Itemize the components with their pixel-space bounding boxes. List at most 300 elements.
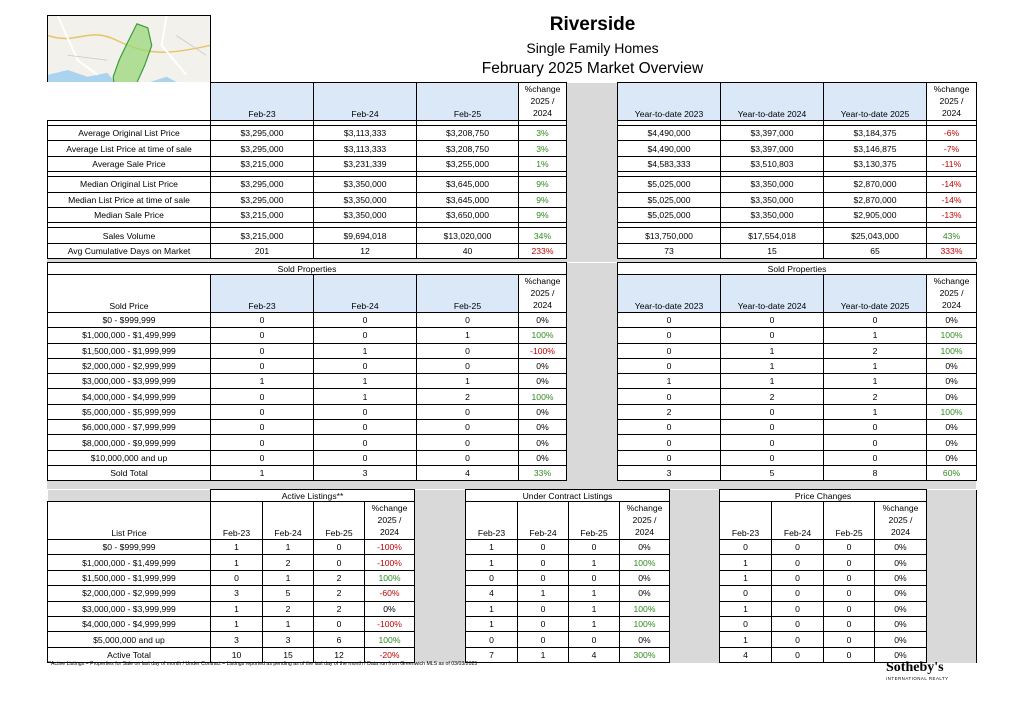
month-pct-change: 100% [519,328,567,343]
month-pct-change: 0% [519,420,567,435]
active-count: 1 [211,555,263,570]
column-gap [670,647,720,662]
column-gap [415,555,466,570]
active-count: 3 [211,586,263,601]
month-value: $3,295,000 [211,177,314,192]
sold-properties-table [47,262,977,481]
listings-row [48,570,977,585]
month-count: 0 [314,420,417,435]
summary-table [47,82,977,259]
month-count: 0 [314,358,417,373]
month-pct-change: 0% [519,374,567,389]
column-gap [670,586,720,601]
pct-header-line: 2025 / [939,96,964,106]
month-count: 1 [417,374,519,389]
ytd-count: 0 [618,389,721,404]
ytd-pct-change: -13% [927,207,977,222]
changes-count: 0 [824,570,875,585]
month-count: 0 [417,450,519,465]
column-gap [567,275,618,313]
ytd-value: $3,397,000 [721,126,824,141]
changes-count: 0 [824,555,875,570]
contract-count: 0 [518,601,569,616]
summary-row [48,243,977,258]
ytd-pct-change: 333% [927,243,977,258]
contract-count: 0 [569,540,620,555]
month-value: $13,020,000 [417,228,519,243]
active-count: 2 [263,601,314,616]
month-count: 0 [211,435,314,450]
column-gap [670,632,720,647]
listings-row [48,586,977,601]
ytd-count: 1 [824,404,927,419]
ytd-col-header: Year-to-date 2024 [721,275,824,313]
changes-count: 0 [824,601,875,616]
contract-count: 1 [466,616,518,631]
price-range-label: $3,000,000 - $3,999,999 [48,374,211,389]
ytd-count: 1 [721,374,824,389]
pct-header-line: 2024 [532,108,553,118]
changes-count: 0 [824,540,875,555]
month-value: $3,113,333 [314,126,417,141]
column-gap [415,601,466,616]
pct-change-header [519,83,567,121]
column-gap [927,540,977,555]
changes-count: 0 [772,540,824,555]
summary-header-row [48,83,977,121]
ytd-pct-change: 0% [927,435,977,450]
column-gap [927,616,977,631]
changes-count: 0 [720,616,772,631]
sold-row [48,313,977,328]
ytd-pct-change: 0% [927,420,977,435]
active-count: 2 [314,601,365,616]
changes-count: 1 [720,632,772,647]
contract-count: 1 [569,601,620,616]
price-range-label: $6,000,000 - $7,999,999 [48,420,211,435]
contract-caption: Under Contract Listings [466,490,670,502]
column-gap [927,632,977,647]
changes-pct-change: 0% [875,616,927,631]
ytd-pct-change: 0% [927,374,977,389]
metric-label: Median List Price at time of sale [48,192,211,207]
sold-row [48,328,977,343]
column-gap [670,540,720,555]
month-count: 0 [314,313,417,328]
contract-count: 1 [466,555,518,570]
pct-header-line: 2024 [941,108,962,118]
ytd-value: 65 [824,243,927,258]
ytd-count: 0 [721,328,824,343]
active-count: 5 [263,586,314,601]
active-count: 0 [314,616,365,631]
summary-row [48,156,977,171]
month-count: 0 [211,328,314,343]
pct-header-line: 2024 [379,527,400,537]
ytd-count: 2 [618,404,721,419]
ytd-value: $3,130,375 [824,156,927,171]
month-value: $3,650,000 [417,207,519,222]
active-pct-change: 100% [365,570,415,585]
column-gap [567,465,618,480]
ytd-count: 0 [824,435,927,450]
ytd-value: $3,397,000 [721,141,824,156]
summary-row [48,141,977,156]
ytd-pct-change: 60% [927,465,977,480]
column-gap [567,343,618,358]
ytd-pct-change: 0% [927,313,977,328]
column-gap [927,601,977,616]
price-range-label: $2,000,000 - $2,999,999 [48,586,211,601]
column-gap [670,490,720,502]
ytd-pct-change: 0% [927,450,977,465]
column-gap [670,616,720,631]
active-count: 1 [211,616,263,631]
month-pct-change: 0% [519,404,567,419]
month-pct-change: 3% [519,141,567,156]
column-gap [415,586,466,601]
ytd-count: 0 [721,420,824,435]
price-range-label: $1,500,000 - $1,999,999 [48,570,211,585]
month-pct-change: 0% [519,358,567,373]
column-gap [567,358,618,373]
ytd-value: $3,510,803 [721,156,824,171]
ytd-count: 5 [721,465,824,480]
column-gap [927,570,977,585]
pct-header-line: 2025 / [530,288,555,298]
pct-change-header [927,275,977,313]
column-gap [415,616,466,631]
month-value: $3,295,000 [211,126,314,141]
sold-row [48,343,977,358]
active-count: 1 [263,616,314,631]
price-range-label: $10,000,000 and up [48,450,211,465]
contract-pct-change: 300% [620,647,670,662]
changes-pct-change: 0% [875,586,927,601]
metric-label: Median Original List Price [48,177,211,192]
ytd-value: 73 [618,243,721,258]
month-count: 0 [314,450,417,465]
ytd-count: 0 [721,404,824,419]
active-count: 1 [211,601,263,616]
price-range-label: Sold Total [48,465,211,480]
month-value: $3,208,750 [417,141,519,156]
price-range-label: $2,000,000 - $2,999,999 [48,358,211,373]
month-value: $3,295,000 [211,141,314,156]
month-count: 0 [417,313,519,328]
active-pct-change: -100% [365,616,415,631]
sold-total-row [48,465,977,480]
active-count: 12 [314,647,365,662]
month-col-header: Feb-25 [417,83,519,121]
ytd-count: 0 [618,313,721,328]
footnote: **Active Listings = Properties for Sale on last day of month / Under Contract = Listings reported as pending as of the last day of the month / Data run from Greenwich MLS as of 03/03/2025 [47,661,478,667]
ytd-value: $3,350,000 [721,192,824,207]
active-count: 0 [314,540,365,555]
contract-pct-change: 100% [620,601,670,616]
month-value: 40 [417,243,519,258]
column-gap [567,404,618,419]
ytd-count: 1 [824,374,927,389]
changes-count: 0 [772,586,824,601]
contract-count: 0 [518,540,569,555]
price-range-label: $0 - $999,999 [48,313,211,328]
active-caption: Active Listings** [211,490,415,502]
price-range-label: $8,000,000 - $9,999,999 [48,435,211,450]
listings-row [48,632,977,647]
changes-pct-change: 0% [875,632,927,647]
ytd-count: 3 [618,465,721,480]
contract-count: 0 [518,555,569,570]
month-col-header: Feb-23 [211,275,314,313]
changes-count: 0 [772,601,824,616]
pct-header-line: 2025 / [632,515,657,525]
ytd-count: 0 [618,328,721,343]
changes-caption: Price Changes [720,490,927,502]
ytd-count: 8 [824,465,927,480]
ytd-value: $2,905,000 [824,207,927,222]
month-count: 1 [314,389,417,404]
active-count: 3 [263,632,314,647]
month-value: $3,645,000 [417,177,519,192]
pct-header-line: 2025 / [377,515,402,525]
ytd-pct-change: -7% [927,141,977,156]
month-count: 0 [314,328,417,343]
price-range-label: $4,000,000 - $4,999,999 [48,389,211,404]
column-gap [927,555,977,570]
pct-header-line: %change [882,503,919,513]
month-value: $3,215,000 [211,207,314,222]
listings-row [48,540,977,555]
column-gap [927,586,977,601]
changes-count: 1 [720,601,772,616]
column-gap [415,490,466,502]
column-gap [567,374,618,389]
ytd-count: 2 [721,389,824,404]
month-value: 12 [314,243,417,258]
contract-count: 1 [569,555,620,570]
month-pct-change: 0% [519,450,567,465]
sold-price-header: Sold Price [48,275,211,313]
contract-count: 1 [569,586,620,601]
metric-label: Median Sale Price [48,207,211,222]
sold-row [48,450,977,465]
metric-label: Average Sale Price [48,156,211,171]
report-period: February 2025 Market Overview [481,60,704,77]
column-gap [670,555,720,570]
month-pct-change: 34% [519,228,567,243]
month-pct-change: 9% [519,192,567,207]
contract-count: 1 [569,616,620,631]
active-pct-change: -60% [365,586,415,601]
ytd-col-header: Year-to-date 2023 [618,275,721,313]
ytd-pct-change: 43% [927,228,977,243]
price-range-label: $1,000,000 - $1,499,999 [48,328,211,343]
month-count: 1 [314,343,417,358]
changes-count: 0 [824,616,875,631]
active-count: 2 [314,586,365,601]
active-count: 0 [314,555,365,570]
pct-header-line: 2024 [634,527,655,537]
pct-header-line: %change [933,276,970,286]
listings-table [47,489,977,663]
contract-pct-change: 0% [620,570,670,585]
month-count: 0 [211,420,314,435]
active-pct-change: 100% [365,632,415,647]
contract-count: 4 [466,586,518,601]
caption-corner [48,490,211,502]
ytd-pct-change: 100% [927,328,977,343]
pct-change-header [927,83,977,121]
ytd-count: 1 [721,343,824,358]
ytd-pct-change: 0% [927,358,977,373]
month-value: $3,350,000 [314,207,417,222]
changes-pct-change: 0% [875,555,927,570]
ytd-count: 0 [618,420,721,435]
month-col-header: Feb-23 [211,502,263,540]
month-col-header: Feb-25 [314,502,365,540]
contract-pct-change: 0% [620,586,670,601]
ytd-value: $17,554,018 [721,228,824,243]
month-pct-change: 233% [519,243,567,258]
summary-row [48,207,977,222]
ytd-value: $2,870,000 [824,177,927,192]
changes-count: 0 [772,647,824,662]
changes-count: 4 [720,647,772,662]
column-gap [670,502,720,540]
ytd-count: 1 [824,358,927,373]
month-value: $3,215,000 [211,228,314,243]
month-value: $3,215,000 [211,156,314,171]
ytd-value: $3,184,375 [824,126,927,141]
active-pct-change: 0% [365,601,415,616]
ytd-count: 2 [824,389,927,404]
month-pct-change: 9% [519,207,567,222]
pct-change-header [875,502,927,540]
contract-count: 0 [569,570,620,585]
price-range-label: $0 - $999,999 [48,540,211,555]
summary-row [48,126,977,141]
pct-header-line: %change [626,503,663,513]
contract-count: 0 [569,632,620,647]
ytd-count: 0 [721,435,824,450]
month-count: 0 [211,450,314,465]
month-col-header: Feb-24 [263,502,314,540]
column-gap [567,177,618,192]
changes-pct-change: 0% [875,647,927,662]
month-value: $3,350,000 [314,192,417,207]
contract-pct-change: 100% [620,555,670,570]
month-count: 0 [417,420,519,435]
ytd-pct-change: -11% [927,156,977,171]
month-value: $3,208,750 [417,126,519,141]
contract-count: 0 [466,632,518,647]
active-count: 6 [314,632,365,647]
ytd-col-header: Year-to-date 2024 [721,83,824,121]
column-gap [567,389,618,404]
column-gap [567,263,618,275]
contract-pct-change: 0% [620,632,670,647]
month-col-header: Feb-24 [314,275,417,313]
ytd-count: 0 [618,450,721,465]
sold-row [48,435,977,450]
month-count: 0 [211,358,314,373]
month-count: 1 [211,374,314,389]
month-count: 0 [211,404,314,419]
ytd-count: 0 [721,450,824,465]
pct-header-line: %change [524,84,561,94]
month-value: $3,350,000 [314,177,417,192]
column-gap [927,502,977,540]
ytd-col-header: Year-to-date 2025 [824,275,927,313]
summary-row [48,228,977,243]
ytd-pct-change: -6% [927,126,977,141]
month-pct-change: 1% [519,156,567,171]
month-value: $3,645,000 [417,192,519,207]
column-gap [567,126,618,141]
changes-pct-change: 0% [875,540,927,555]
month-value: $3,231,339 [314,156,417,171]
sold-row [48,404,977,419]
month-count: 1 [211,465,314,480]
column-gap [927,490,977,502]
month-count: 0 [211,389,314,404]
column-gap [670,570,720,585]
contract-count: 0 [518,632,569,647]
month-count: 0 [211,313,314,328]
sold-caption-right: Sold Properties [618,263,977,275]
active-pct-change: -100% [365,540,415,555]
month-count: 1 [417,328,519,343]
ytd-count: 0 [618,343,721,358]
month-col-header: Feb-24 [772,502,824,540]
month-value: $3,113,333 [314,141,417,156]
active-count: 1 [263,570,314,585]
changes-count: 0 [772,632,824,647]
ytd-value: $3,146,875 [824,141,927,156]
ytd-value: $5,025,000 [618,207,721,222]
month-count: 0 [314,435,417,450]
month-col-header: Feb-23 [211,83,314,121]
ytd-value: $4,583,333 [618,156,721,171]
month-count: 2 [417,389,519,404]
month-pct-change: -100% [519,343,567,358]
ytd-pct-change: 100% [927,404,977,419]
month-value: $3,255,000 [417,156,519,171]
month-count: 0 [417,435,519,450]
pct-header-line: %change [524,276,561,286]
metric-label: Average Original List Price [48,126,211,141]
price-range-label: $5,000,000 - $5,999,999 [48,404,211,419]
metric-label: Sales Volume [48,228,211,243]
month-count: 0 [211,343,314,358]
sothebys-logo [886,660,966,682]
month-pct-change: 100% [519,389,567,404]
active-count: 1 [263,540,314,555]
sold-row [48,389,977,404]
contract-count: 7 [466,647,518,662]
ytd-col-header: Year-to-date 2023 [618,83,721,121]
month-count: 0 [417,358,519,373]
changes-pct-change: 0% [875,601,927,616]
contract-count: 0 [518,570,569,585]
listings-row [48,555,977,570]
ytd-count: 1 [824,328,927,343]
brand-name: Sotheby's [886,660,944,675]
ytd-pct-change: 0% [927,389,977,404]
pct-header-line: 2025 / [530,96,555,106]
price-range-label: $3,000,000 - $3,999,999 [48,601,211,616]
